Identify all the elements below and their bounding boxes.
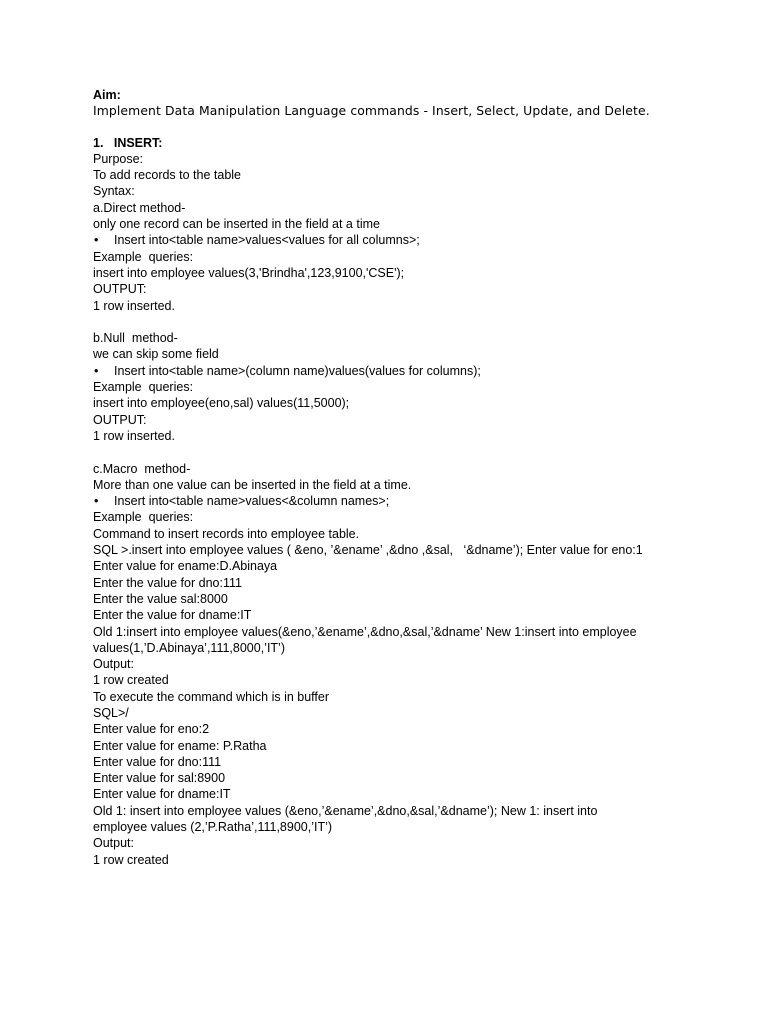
macro-method-syntax-text: Insert into<table name>values<&column names>; (114, 494, 390, 509)
macro-example-label: Example queries: (93, 510, 194, 525)
macro-method-desc: More than one value can be inserted in the field at a time. (93, 477, 412, 492)
aim-title: Aim: (93, 88, 121, 102)
macro-line: employee values (2,’P.Ratha’,111,8900,’IT’) (93, 820, 333, 835)
bullet-icon: • (94, 233, 99, 248)
macro-line: Enter value for ename: P.Ratha (93, 738, 267, 753)
direct-output: 1 row inserted. (93, 298, 175, 313)
macro-line: values(1,’D.Abinaya’,111,8000,’IT’) (93, 640, 285, 655)
direct-method-title: a.Direct method- (93, 200, 186, 215)
bullet-icon: • (94, 363, 99, 378)
purpose-text: To add records to the table (93, 168, 242, 183)
macro-line: Command to insert records into employee table. (93, 526, 360, 541)
null-output: 1 row inserted. (93, 428, 175, 443)
macro-line: SQL>/ (93, 705, 129, 720)
spacer (93, 444, 693, 460)
null-method-title: b.Null method- (93, 331, 178, 346)
null-query: insert into employee(eno,sal) values(11,5000); (93, 396, 350, 411)
macro-line: Old 1:insert into employee values(&eno,’&ename’,&dno,&sal,’&dname’ New 1:insert into employee (93, 624, 637, 639)
macro-line: Enter the value for dname:IT (93, 608, 252, 623)
purpose-label: Purpose: (93, 151, 144, 166)
direct-method-desc: only one record can be inserted in the field at a time (93, 217, 380, 232)
direct-example-label: Example queries: (93, 249, 194, 264)
null-method-desc: we can skip some field (93, 347, 219, 362)
bullet-icon: • (94, 494, 99, 509)
macro-line: SQL >.insert into employee values ( &eno, ’&ename’ ,&dno ,&sal, ‘&dname’); Enter value for eno:1 (93, 543, 643, 558)
null-method-syntax-text: Insert into<table name>(column name)values(values for columns); (114, 363, 481, 378)
macro-line: To execute the command which is in buffer (93, 689, 330, 704)
macro-line: Output: (93, 657, 134, 672)
macro-line: 1 row created (93, 673, 169, 688)
macro-line: Enter value for sal:8900 (93, 771, 226, 786)
null-method-syntax (93, 363, 693, 379)
macro-line: 1 row created (93, 852, 169, 867)
document-page (93, 87, 693, 868)
macro-line: Enter value for dname:IT (93, 787, 231, 802)
macro-line: Enter the value for dno:111 (93, 575, 242, 590)
direct-method-syntax-text: Insert into<table name>values<values for all columns>; (114, 233, 420, 248)
null-example-label: Example queries: (93, 380, 194, 395)
syntax-label: Syntax: (93, 184, 135, 199)
macro-line: Old 1: insert into employee values (&eno,’&ename’,&dno,&sal,’&dname’); New 1: insert into (93, 803, 598, 818)
macro-method-syntax (93, 493, 693, 509)
direct-method-syntax (93, 232, 693, 248)
macro-line: Enter value for ename:D.Abinaya (93, 559, 278, 574)
direct-output-label: OUTPUT: (93, 282, 147, 297)
macro-method-title: c.Macro method- (93, 461, 191, 476)
macro-line: Enter value for dno:111 (93, 754, 222, 769)
macro-line: Enter the value sal:8000 (93, 591, 228, 606)
spacer (93, 314, 693, 330)
aim-text: Implement Data Manipulation Language commands - Insert, Select, Update, and Delete. (93, 103, 650, 119)
macro-line: Enter value for eno:2 (93, 722, 210, 737)
direct-query: insert into employee values(3,'Brindha',123,9100,'CSE'); (93, 265, 405, 280)
null-output-label: OUTPUT: (93, 412, 147, 427)
macro-line: Output: (93, 836, 134, 851)
insert-heading: 1. INSERT: (93, 135, 163, 150)
